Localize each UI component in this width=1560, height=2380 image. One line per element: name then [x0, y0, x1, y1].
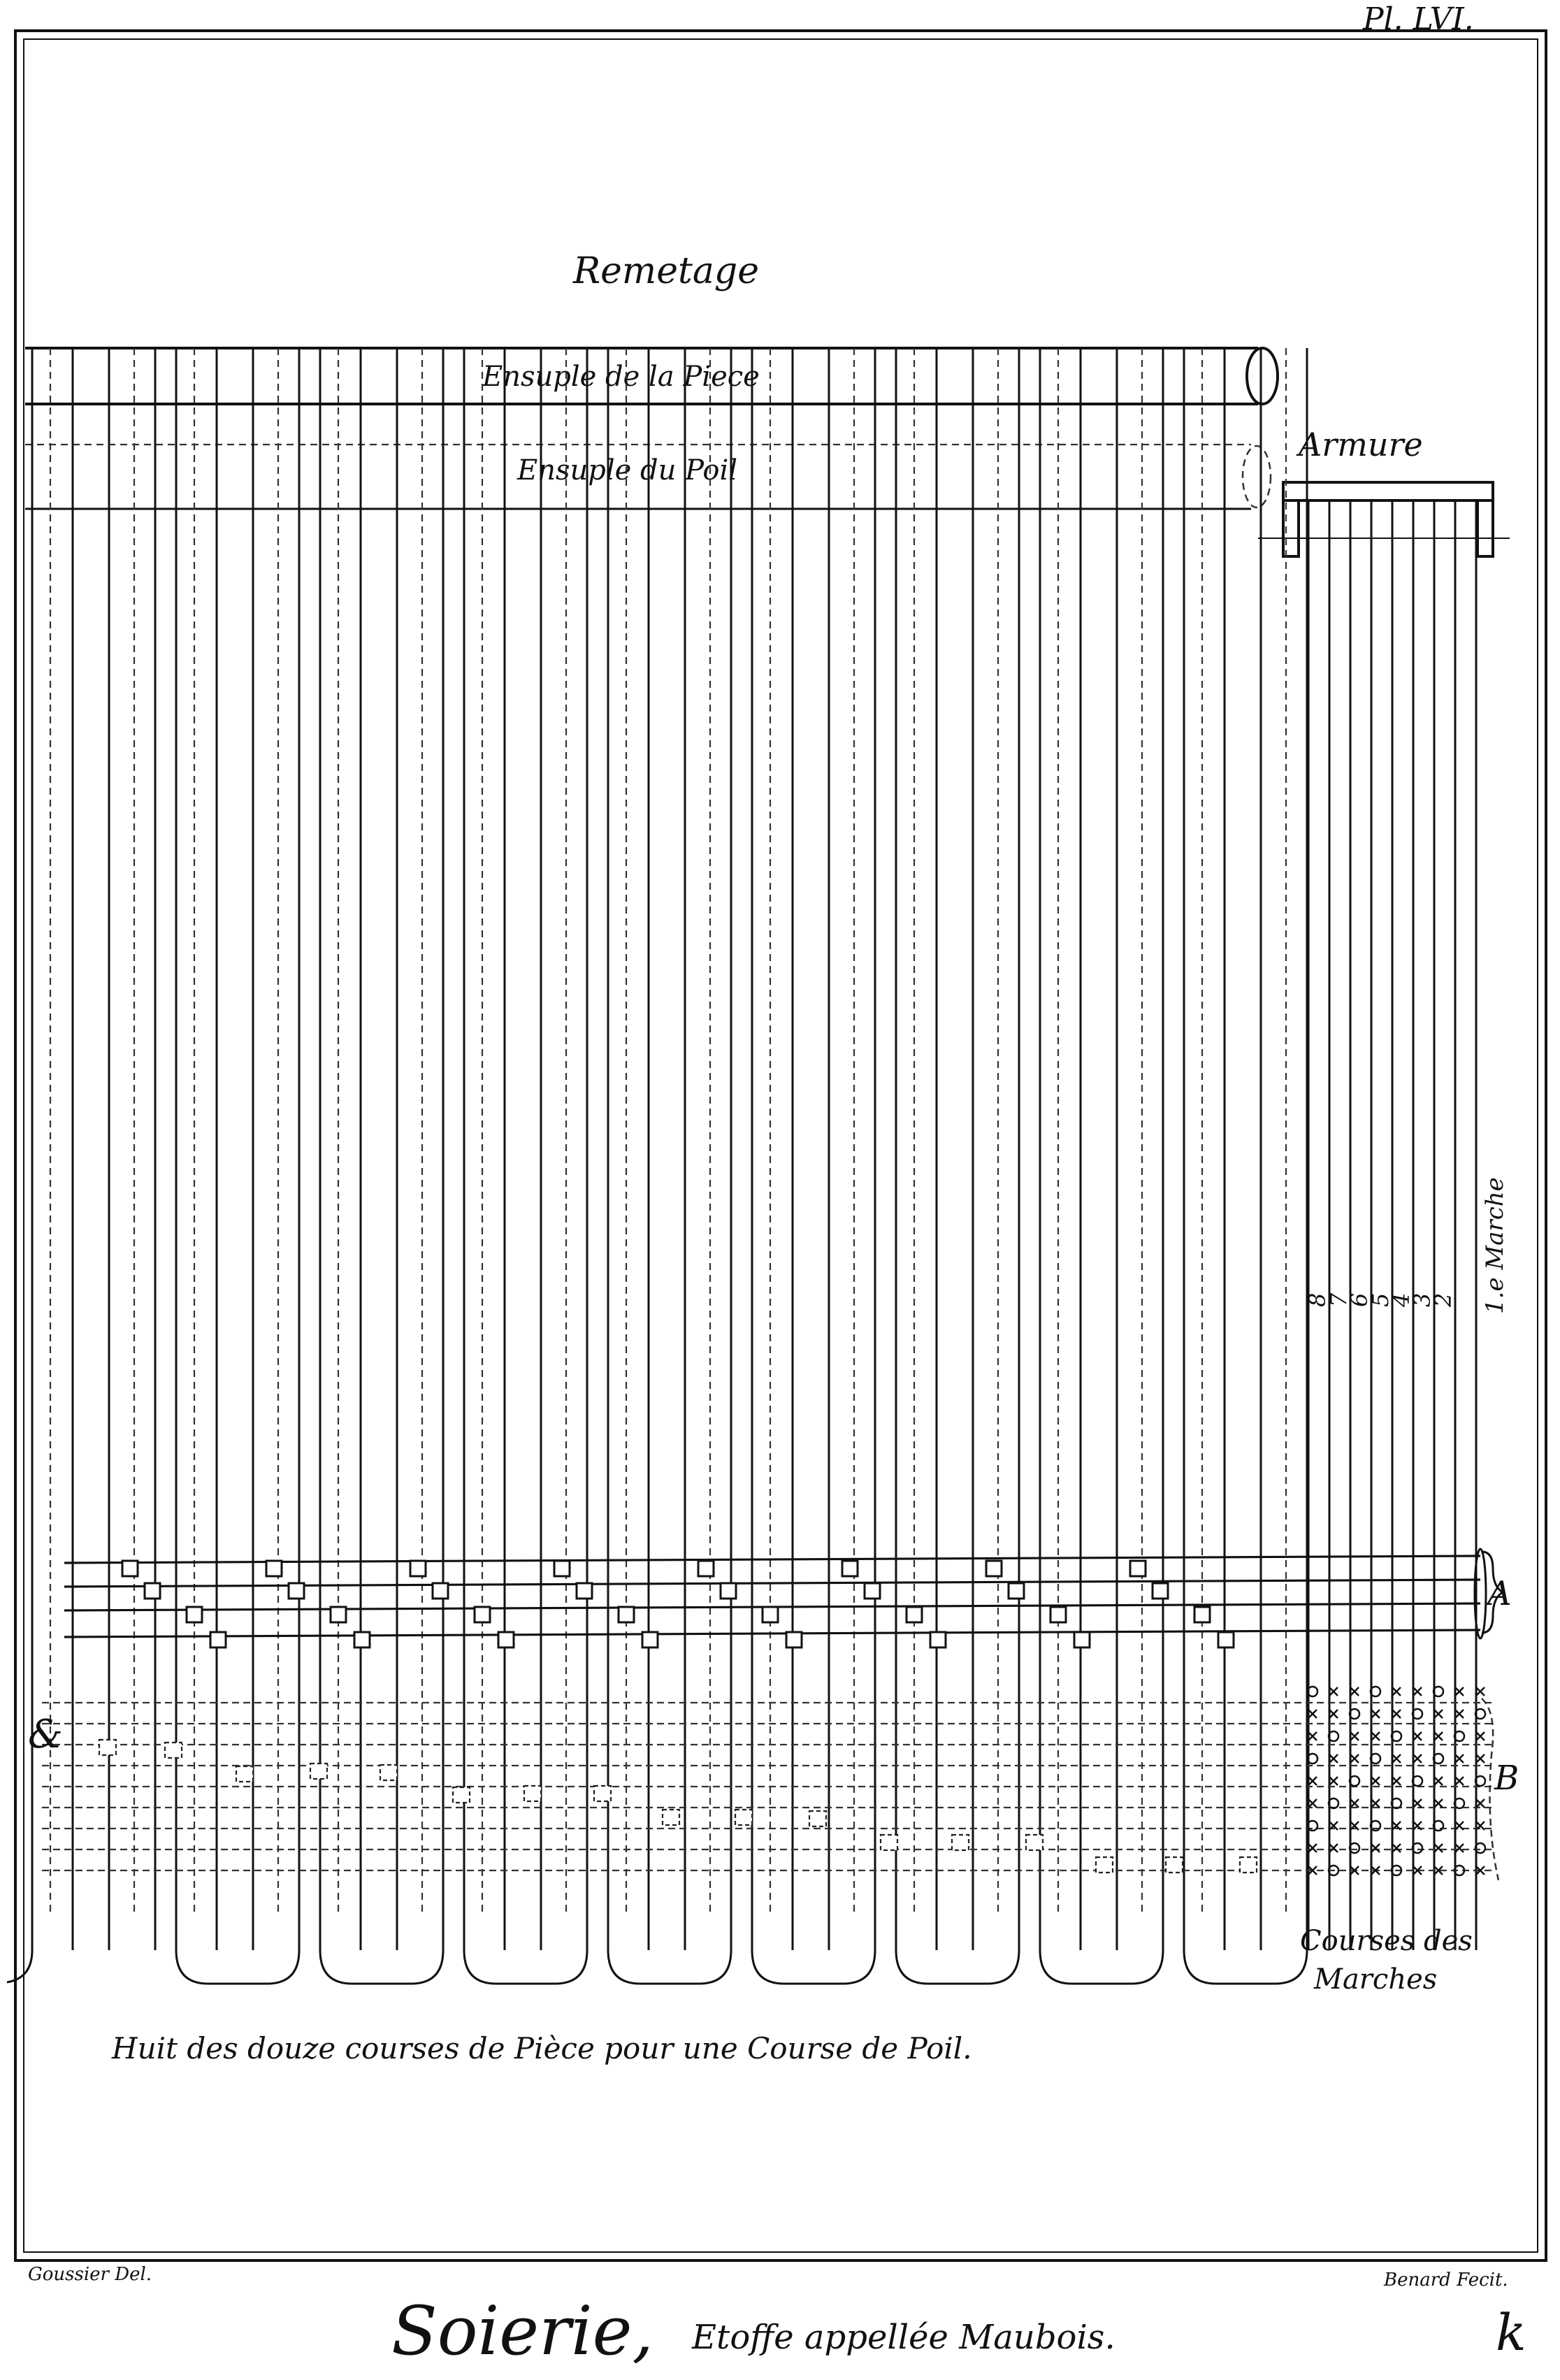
- weft-a-mark: [619, 1607, 634, 1622]
- course-cross: [1455, 1822, 1464, 1830]
- weft-a-mark: [331, 1607, 346, 1622]
- weft-a-line: [64, 1580, 1480, 1587]
- weft-a-mark: [721, 1583, 736, 1599]
- armure-title: Armure: [1299, 426, 1423, 463]
- weft-b-mark: [310, 1764, 327, 1779]
- weft-a-mark: [1009, 1583, 1024, 1599]
- course-cross: [1308, 1799, 1317, 1808]
- course-cross: [1329, 1844, 1338, 1852]
- armure-frame: [1258, 482, 1510, 556]
- weft-b-mark: [380, 1765, 397, 1780]
- course-cross: [1371, 1844, 1380, 1852]
- weft-b-mark: [881, 1835, 897, 1850]
- warp-loop: [464, 1915, 587, 1984]
- warp-loop: [896, 1915, 1019, 1984]
- course-cross: [1455, 1710, 1464, 1718]
- footer-subtitle: Etoffe appellée Maubois.: [692, 2318, 1115, 2357]
- weft-a-mark: [1194, 1607, 1210, 1622]
- courses-label-line1: Courses des: [1300, 1925, 1473, 1957]
- weft-a-mark: [433, 1583, 448, 1599]
- course-cross: [1371, 1777, 1380, 1785]
- marche-number: 2: [1430, 1292, 1457, 1307]
- warp-loop: [1040, 1915, 1163, 1984]
- weft-b-mark: [663, 1810, 679, 1825]
- weft-b-marks: [99, 1740, 1257, 1873]
- credit-left: Goussier Del.: [28, 2264, 152, 2285]
- weft-a-mark: [498, 1632, 514, 1647]
- footer-title: Soierie,: [391, 2292, 653, 2370]
- weft-b-mark: [524, 1786, 541, 1801]
- weft-b-mark: [1096, 1857, 1113, 1873]
- course-cross: [1476, 1754, 1485, 1763]
- course-cross: [1371, 1732, 1380, 1740]
- course-cross: [1434, 1844, 1443, 1852]
- warp-loop: [176, 1915, 299, 1984]
- ensuple-poil-label: Ensuple du Poil: [517, 454, 738, 486]
- warp-loop-edge: [7, 1950, 32, 1982]
- weft-a-mark: [763, 1607, 778, 1622]
- course-cross: [1371, 1710, 1380, 1718]
- weft-b-mark: [99, 1740, 116, 1755]
- weft-b-mark: [1166, 1857, 1183, 1873]
- weft-a-mark: [865, 1583, 880, 1599]
- marche-label: 1.e Marche: [1481, 1177, 1509, 1314]
- course-cross: [1392, 1710, 1401, 1718]
- course-cross: [1350, 1687, 1359, 1696]
- warp-loop: [608, 1915, 731, 1984]
- label-ampersand: &: [28, 1712, 63, 1757]
- course-cross: [1329, 1777, 1338, 1785]
- weft-a-mark: [475, 1607, 490, 1622]
- marche-number: 4: [1388, 1292, 1415, 1307]
- weft-a-mark: [122, 1561, 138, 1576]
- plate-number: Pl. LVI.: [1363, 1, 1474, 37]
- course-cross: [1392, 1754, 1401, 1763]
- warp-loop: [320, 1915, 443, 1984]
- course-cross: [1455, 1687, 1464, 1696]
- weft-b-mark: [735, 1810, 752, 1825]
- weft-a-mark: [1153, 1583, 1168, 1599]
- weft-b-mark: [1026, 1835, 1043, 1850]
- footer-letter: k: [1496, 2303, 1526, 2362]
- weft-a-mark: [289, 1583, 304, 1599]
- ensuple-piece-label: Ensuple de la Piece: [482, 361, 760, 393]
- weft-b-mark: [809, 1811, 826, 1826]
- weft-a-mark: [907, 1607, 922, 1622]
- course-cross: [1371, 1799, 1380, 1808]
- weft-a-line: [64, 1630, 1480, 1637]
- marche-number: 7: [1325, 1292, 1352, 1307]
- weft-b-mark: [165, 1743, 182, 1758]
- weft-a-mark: [1130, 1561, 1146, 1576]
- weft-b-mark: [594, 1786, 611, 1801]
- marche-number: 6: [1346, 1292, 1373, 1307]
- course-cross: [1329, 1710, 1338, 1718]
- course-cross: [1413, 1799, 1422, 1808]
- course-cross: [1392, 1844, 1401, 1852]
- course-cross: [1350, 1754, 1359, 1763]
- marche-number: 8: [1304, 1292, 1331, 1307]
- course-cross: [1392, 1777, 1401, 1785]
- weft-a-mark: [354, 1632, 370, 1647]
- course-cross: [1308, 1777, 1317, 1785]
- course-cross: [1455, 1844, 1464, 1852]
- weft-a-mark: [266, 1561, 282, 1576]
- weft-a-mark: [145, 1583, 160, 1599]
- course-cross: [1308, 1710, 1317, 1718]
- caption: Huit des douze courses de Pièce pour une Course de Poil.: [112, 2031, 972, 2065]
- inner-border: [24, 39, 1538, 2252]
- weft-a-mark: [577, 1583, 592, 1599]
- marche-number: 5: [1367, 1292, 1394, 1307]
- weft-b-mark: [236, 1766, 253, 1782]
- course-cross: [1476, 1687, 1485, 1696]
- weft-a-mark: [642, 1632, 658, 1647]
- warp-loop: [1184, 1915, 1307, 1984]
- course-cross: [1476, 1799, 1485, 1808]
- marche-numbers: [1304, 1292, 1457, 1308]
- course-cross: [1329, 1687, 1338, 1696]
- course-cross: [1434, 1799, 1443, 1808]
- course-cross: [1350, 1799, 1359, 1808]
- course-cross: [1308, 1844, 1317, 1852]
- weft-b-mark: [453, 1787, 470, 1803]
- course-cross: [1455, 1754, 1464, 1763]
- course-cross: [1350, 1732, 1359, 1740]
- weft-a-mark: [410, 1561, 426, 1576]
- course-cross: [1329, 1754, 1338, 1763]
- weft-a-mark: [986, 1561, 1002, 1576]
- weft-a-mark: [930, 1632, 946, 1647]
- weft-b-mark: [1240, 1857, 1257, 1873]
- label-b: B: [1494, 1759, 1519, 1798]
- course-cross: [1413, 1754, 1422, 1763]
- course-cross: [1476, 1732, 1485, 1740]
- course-cross: [1392, 1687, 1401, 1696]
- weft-a-mark: [1218, 1632, 1234, 1647]
- weft-a-mark: [786, 1632, 802, 1647]
- remetage-title: Remetage: [573, 250, 759, 292]
- course-cross: [1413, 1687, 1422, 1696]
- warp-loops: [7, 1915, 1307, 1984]
- course-cross: [1434, 1732, 1443, 1740]
- label-a: A: [1487, 1574, 1512, 1613]
- courses-label-line2: Marches: [1314, 1963, 1438, 1996]
- course-cross: [1434, 1710, 1443, 1718]
- warp-loop: [752, 1915, 875, 1984]
- weft-a-mark: [842, 1561, 858, 1576]
- marche-number: 3: [1409, 1292, 1436, 1307]
- credit-right: Benard Fecit.: [1384, 2270, 1508, 2291]
- weft-a-mark: [698, 1561, 714, 1576]
- weft-a-mark: [187, 1607, 202, 1622]
- course-cross: [1308, 1732, 1317, 1740]
- weft-b-mark: [952, 1835, 969, 1850]
- course-cross: [1413, 1732, 1422, 1740]
- weft-a-mark: [554, 1561, 570, 1576]
- marche-course-grid: [1308, 1687, 1485, 1875]
- warp-threads: [32, 348, 1307, 1950]
- weft-a-mark: [1050, 1607, 1066, 1622]
- course-cross: [1455, 1777, 1464, 1785]
- weft-a-mark: [1074, 1632, 1090, 1647]
- course-cross: [1434, 1777, 1443, 1785]
- weft-a-mark: [210, 1632, 226, 1647]
